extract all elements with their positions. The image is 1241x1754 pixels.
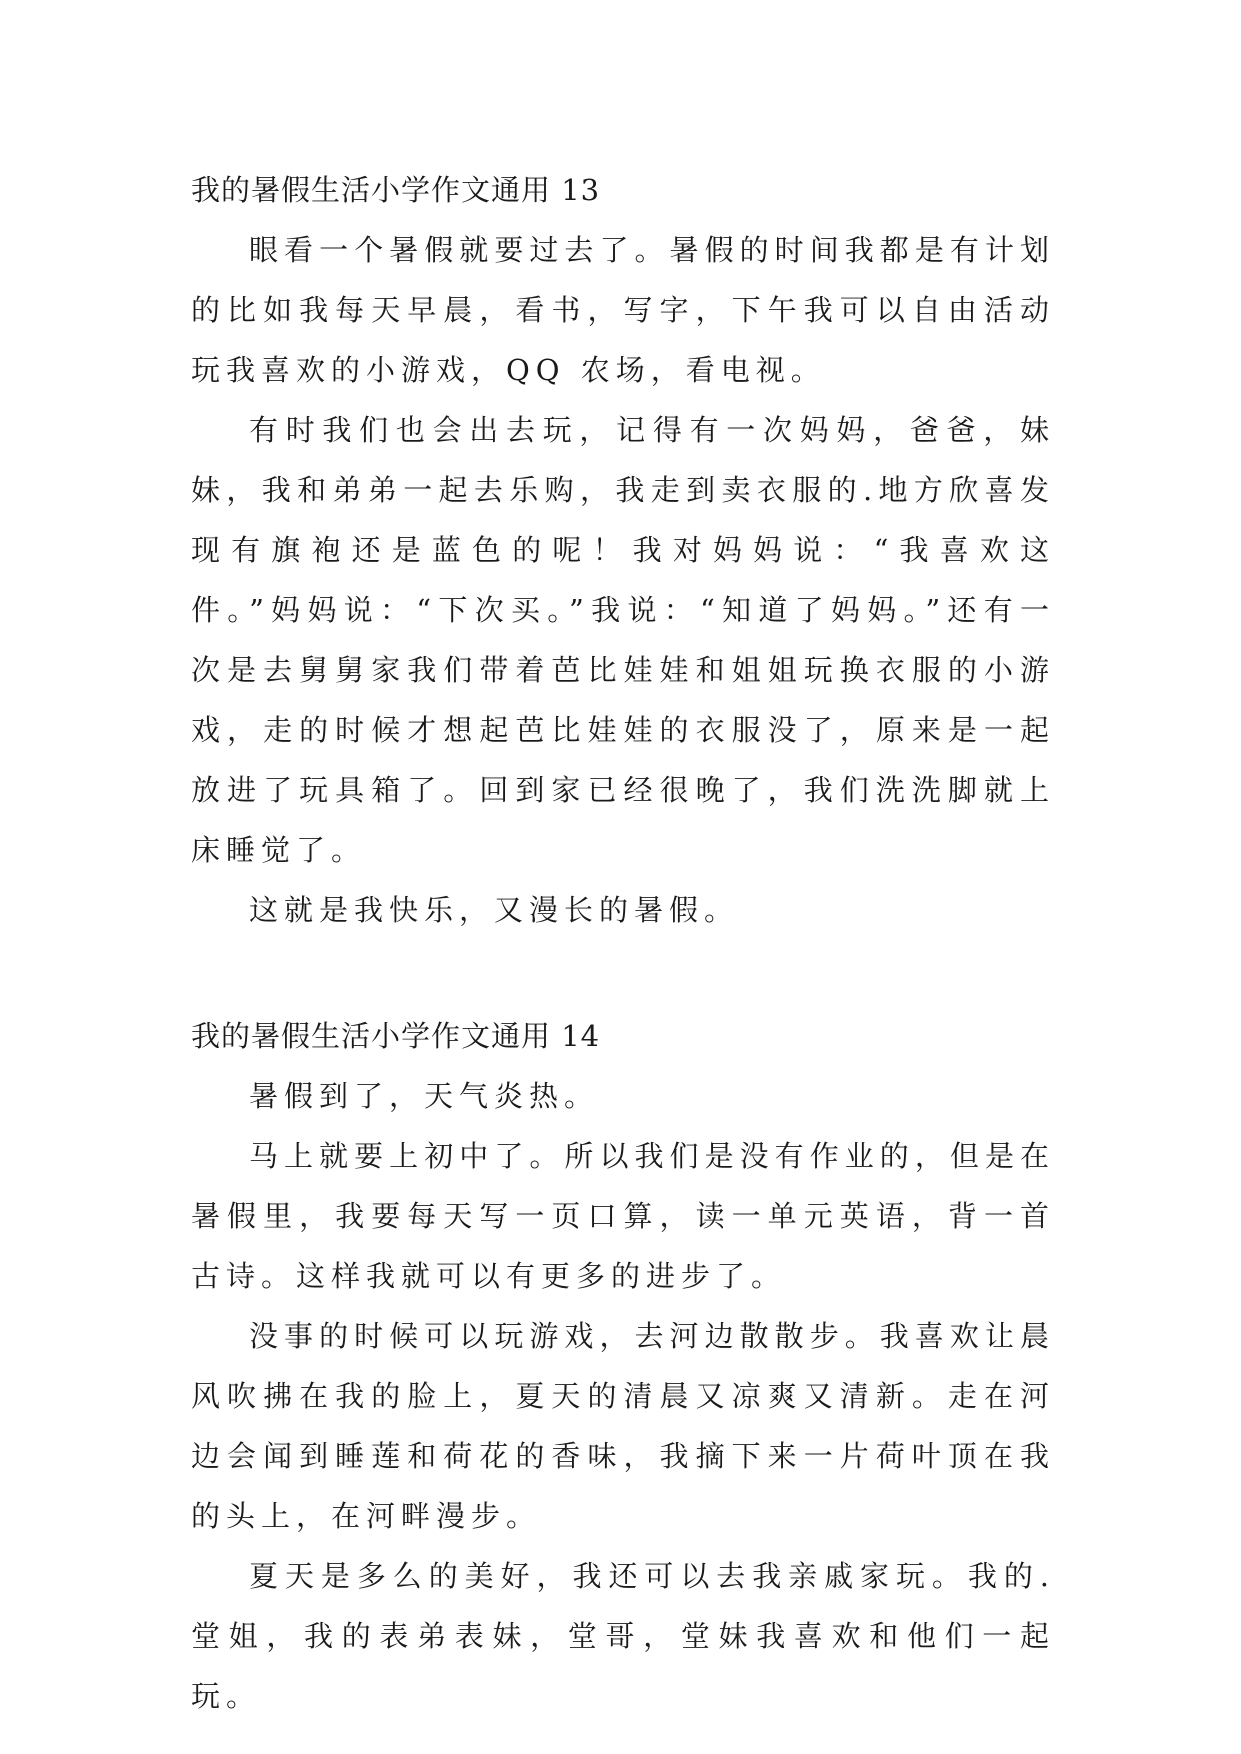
essay-section-14	[191, 1006, 1055, 1726]
paragraph: 有时我们也会出去玩，记得有一次妈妈，爸爸，妹妹，我和弟弟一起去乐购，我走到卖衣服的.地方欣喜发现有旗袍还是蓝色的呢！我对妈妈说：“我喜欢这件。”妈妈说：“下次买。”我说：“知道了妈妈。”还有一次是去舅舅家我们带着芭比娃娃和姐姐玩换衣服的小游戏，走的时候才想起芭比娃娃的衣服没了，原来是一起放进了玩具箱了。回到家已经很晚了，我们洗洗脚就上床睡觉了。	[191, 413, 1055, 867]
section-title: 我的暑假生活小学作文通用 14	[191, 1019, 601, 1053]
paragraph: 没事的时候可以玩游戏，去河边散散步。我喜欢让晨风吹拂在我的脸上，夏天的清晨又凉爽又清新。走在河边会闻到睡莲和荷花的香味，我摘下来一片荷叶顶在我的头上，在河畔漫步。	[191, 1319, 1055, 1533]
paragraph: 夏天是多么的美好，我还可以去我亲戚家玩。我的.堂姐，我的表弟表妹，堂哥，堂妹我喜欢和他们一起玩。	[191, 1559, 1055, 1713]
section-spacer	[191, 940, 1055, 1006]
paragraph: 这就是我快乐，又漫长的暑假。	[249, 893, 740, 927]
document-page	[191, 160, 1055, 1726]
essay-section-13	[191, 160, 1055, 940]
paragraph: 眼看一个暑假就要过去了。暑假的时间我都是有计划的比如我每天早晨，看书，写字，下午我可以自由活动玩我喜欢的小游戏，QQ 农场，看电视。	[191, 233, 1055, 387]
section-title: 我的暑假生活小学作文通用 13	[191, 173, 601, 207]
paragraph: 马上就要上初中了。所以我们是没有作业的，但是在暑假里，我要每天写一页口算，读一单元英语，背一首古诗。这样我就可以有更多的进步了。	[191, 1139, 1055, 1293]
paragraph: 暑假到了，天气炎热。	[249, 1079, 600, 1113]
